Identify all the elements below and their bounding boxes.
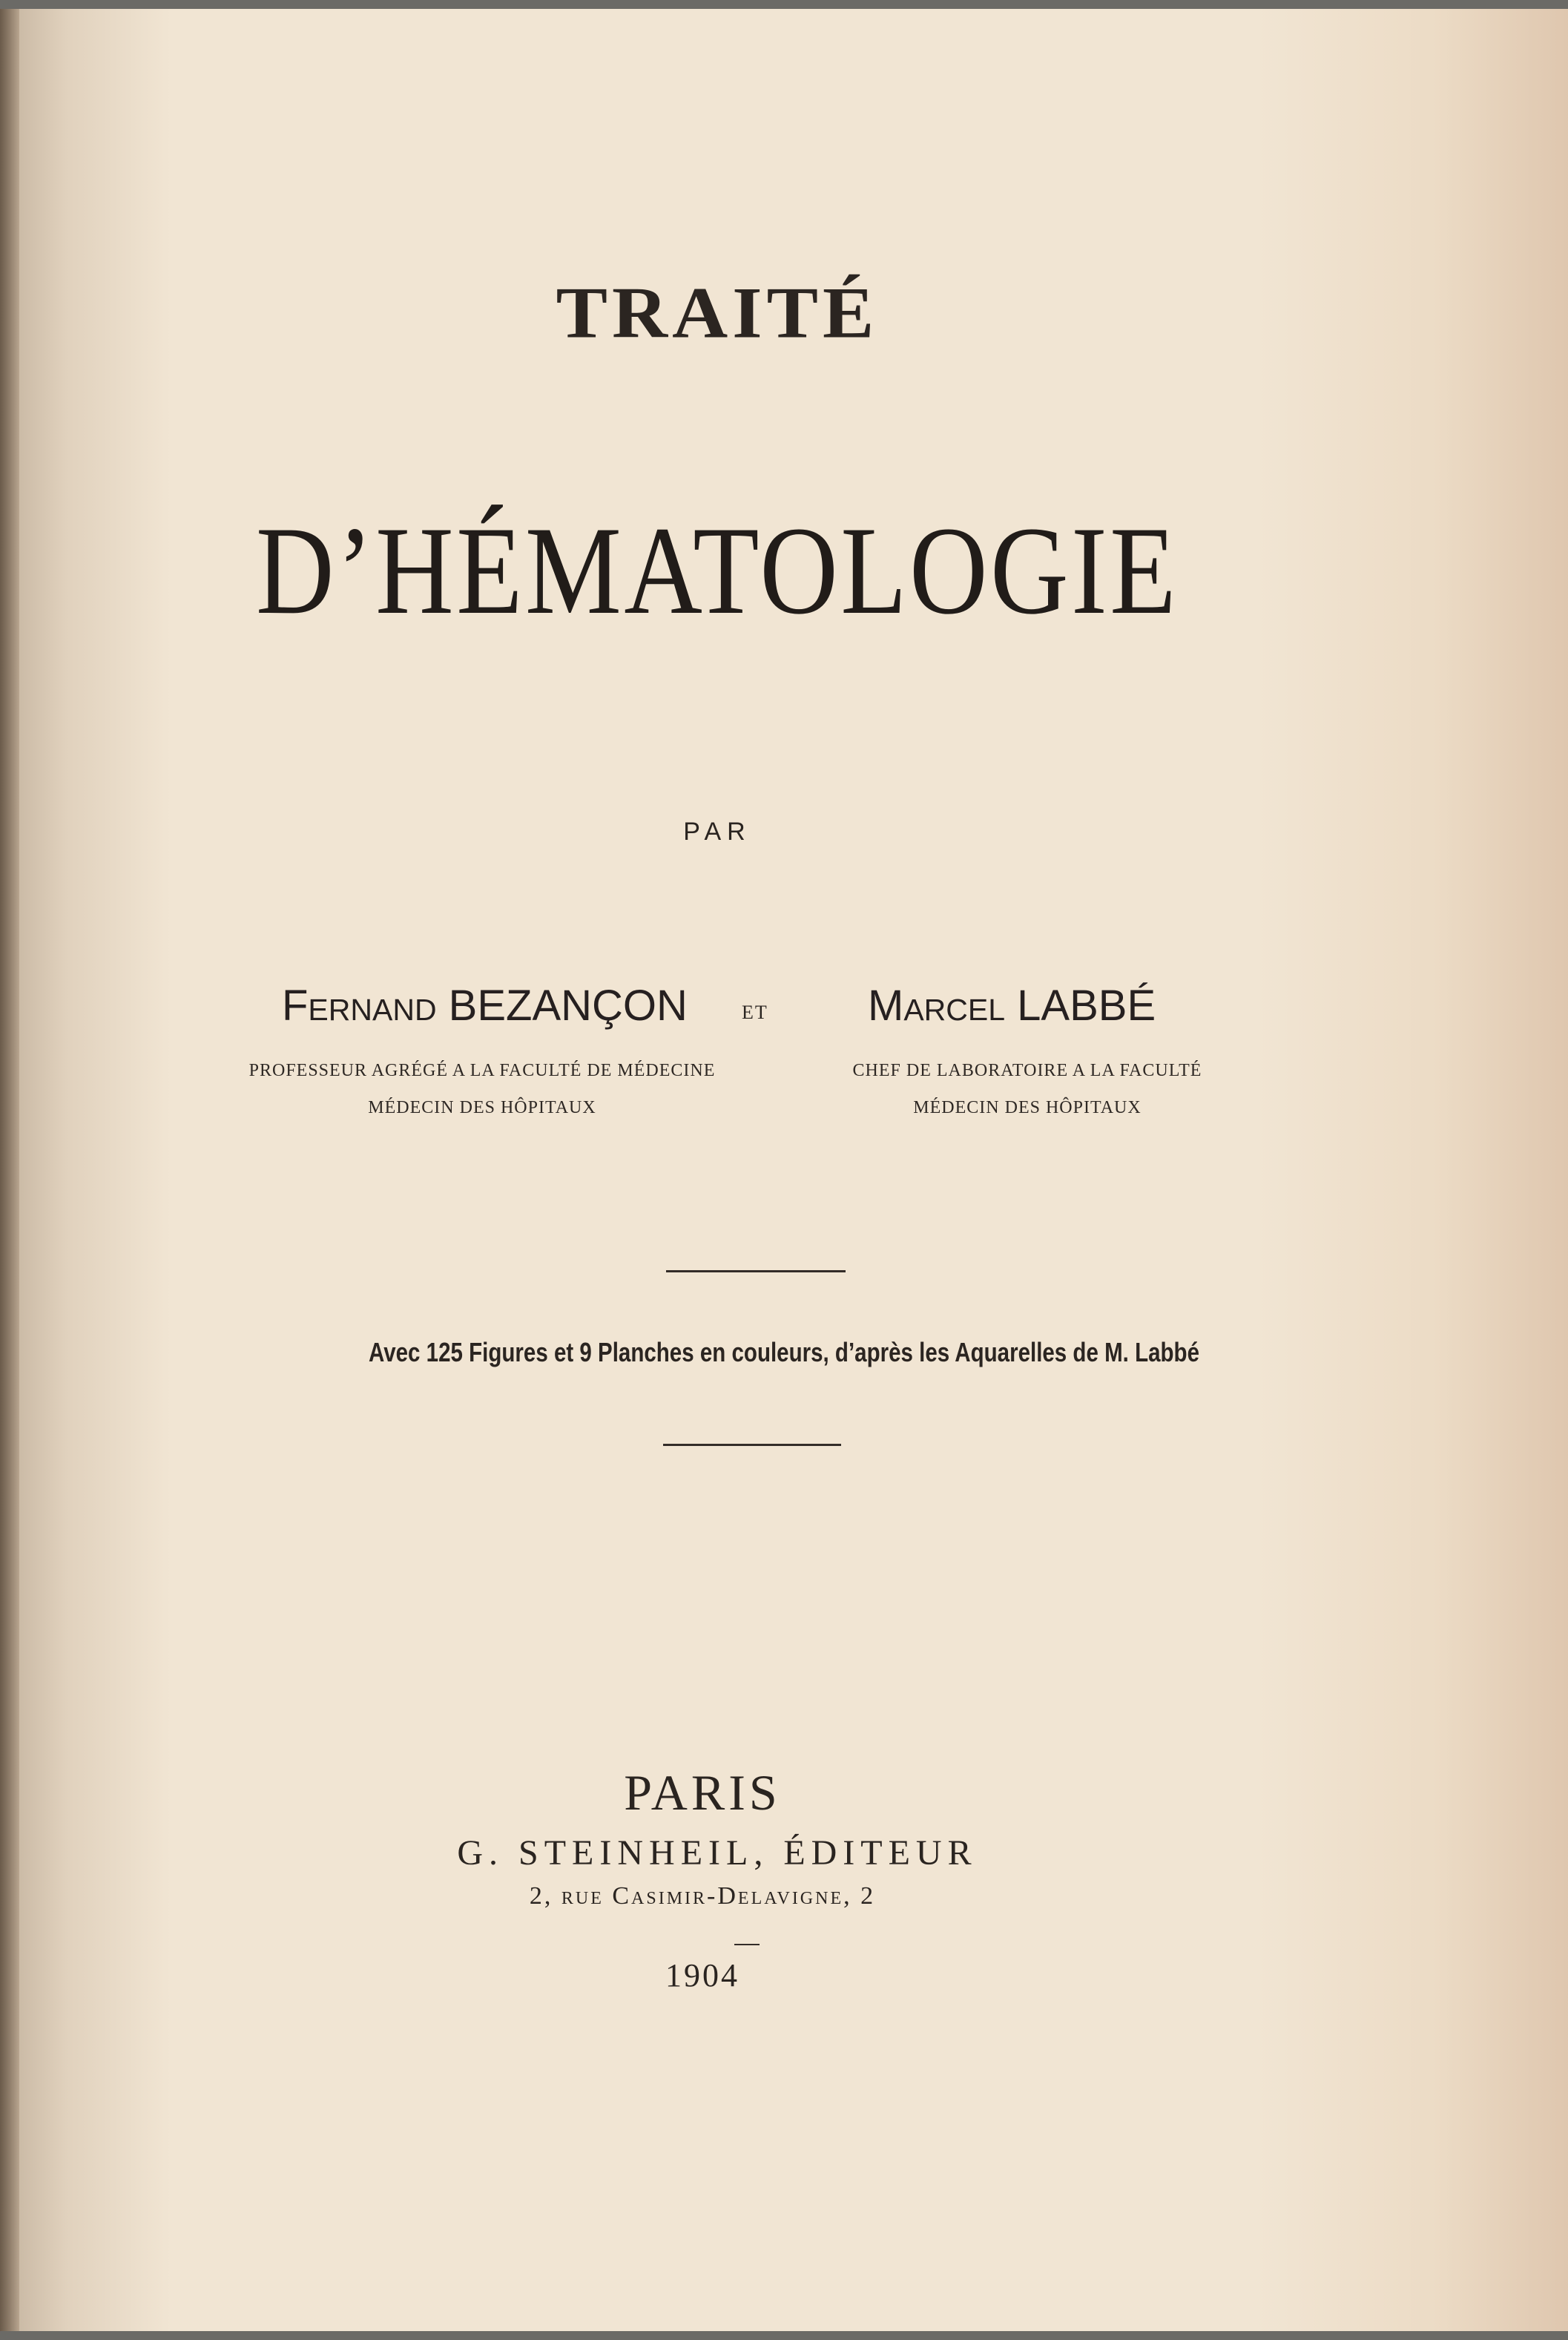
- imprint-address: 2, rue Casimir-Delavigne, 2: [529, 1882, 876, 1910]
- author-1-credential-1: PROFESSEUR AGRÉGÉ A LA FACULTÉ DE MÉDECINE: [248, 1061, 716, 1080]
- title-page: [0, 9, 1568, 2331]
- author-2-name: Marcel LABBÉ: [868, 982, 1156, 1030]
- by-label: PAR: [683, 818, 751, 846]
- imprint-year: 1904: [665, 1957, 739, 1994]
- author-conjunction: ET: [742, 1002, 768, 1023]
- illustrations-note: Avec 125 Figures et 9 Planches en couleurs, d’après les Aquarelles de M. Labbé: [368, 1337, 1200, 1367]
- imprint-publisher: G. STEINHEIL, ÉDITEUR: [457, 1833, 978, 1873]
- author-2-credential-2: MÉDECIN DES HÔPITAUX: [913, 1098, 1142, 1117]
- imprint-dash: [734, 1944, 760, 1945]
- imprint-city: PARIS: [624, 1764, 781, 1821]
- author-1-credential-2: MÉDECIN DES HÔPITAUX: [368, 1098, 596, 1117]
- author-1-name: Fernand BEZANÇON: [282, 982, 688, 1030]
- divider-rule-bottom: [663, 1444, 841, 1446]
- title-line-1: TRAITÉ: [556, 272, 879, 354]
- author-2-credential-1: CHEF DE LABORATOIRE A LA FACULTÉ: [852, 1061, 1202, 1080]
- title-line-2: D’HÉMATOLOGIE: [256, 501, 1179, 640]
- divider-rule-top: [666, 1270, 846, 1272]
